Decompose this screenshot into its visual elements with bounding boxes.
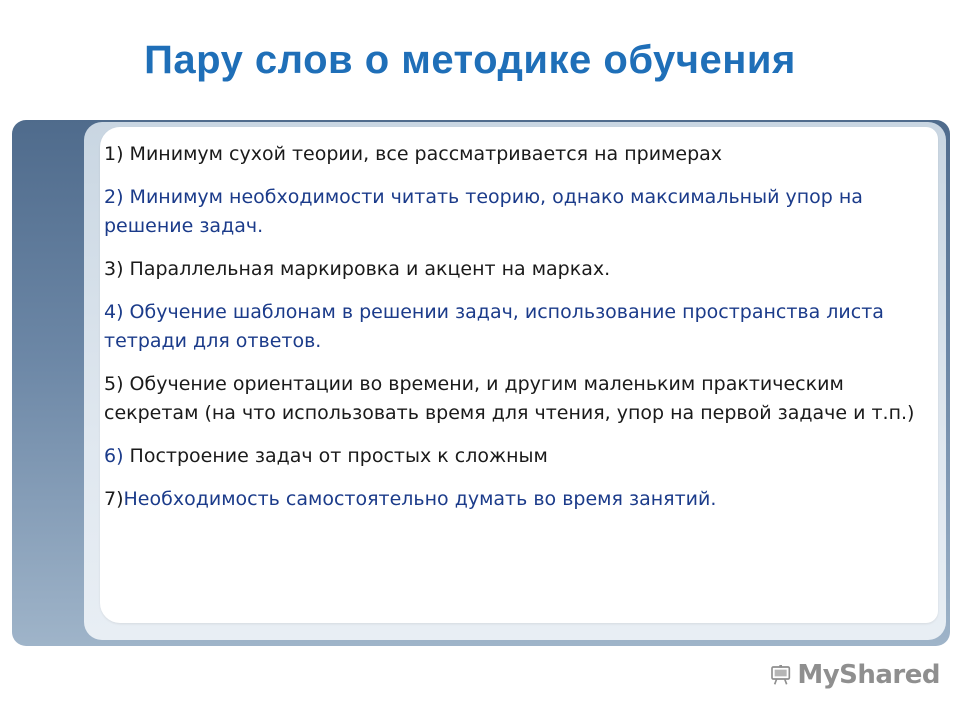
myshared-watermark: [770, 657, 940, 693]
watermark-text: MyShared: [797, 660, 940, 690]
list-item-text: Параллельная маркировка и акцент на марках.: [123, 258, 611, 280]
list-item-3: [104, 255, 934, 284]
list-item-number: 4): [104, 301, 124, 323]
slide-title: Пару слов о методике обучения: [144, 38, 796, 82]
list-item-number: 1): [104, 143, 124, 165]
list-item-number: 5): [104, 373, 124, 395]
list-item-text: Обучение шаблонам в решении задач, использование пространства листа тетради для ответов.: [104, 301, 884, 352]
list-item-2: [104, 183, 934, 241]
list-item-text: Необходимость самостоятельно думать во время занятий.: [123, 488, 717, 510]
method-list: [104, 140, 934, 528]
list-item-number: 2): [104, 186, 124, 208]
list-item-number: 3): [104, 258, 124, 280]
projector-board-icon: [770, 659, 791, 691]
list-item-number: 6): [104, 445, 124, 467]
list-item-1: [104, 140, 934, 169]
list-item-4: [104, 298, 934, 356]
list-item-text: Построение задач от простых к сложным: [123, 445, 548, 467]
list-item-7: [104, 485, 934, 514]
list-item-6: [104, 442, 934, 471]
list-item-text: Минимум сухой теории, все рассматривается на примерах: [123, 143, 723, 165]
list-item-5: [104, 370, 934, 428]
list-item-number: 7): [104, 488, 124, 510]
list-item-text: Обучение ориентации во времени, и другим маленьким практическим секретам (на что использовать время для чтения, упор на первой задаче и т.п.): [104, 373, 915, 424]
list-item-text: Минимум необходимости читать теорию, однако максимальный упор на решение задач.: [104, 186, 863, 237]
